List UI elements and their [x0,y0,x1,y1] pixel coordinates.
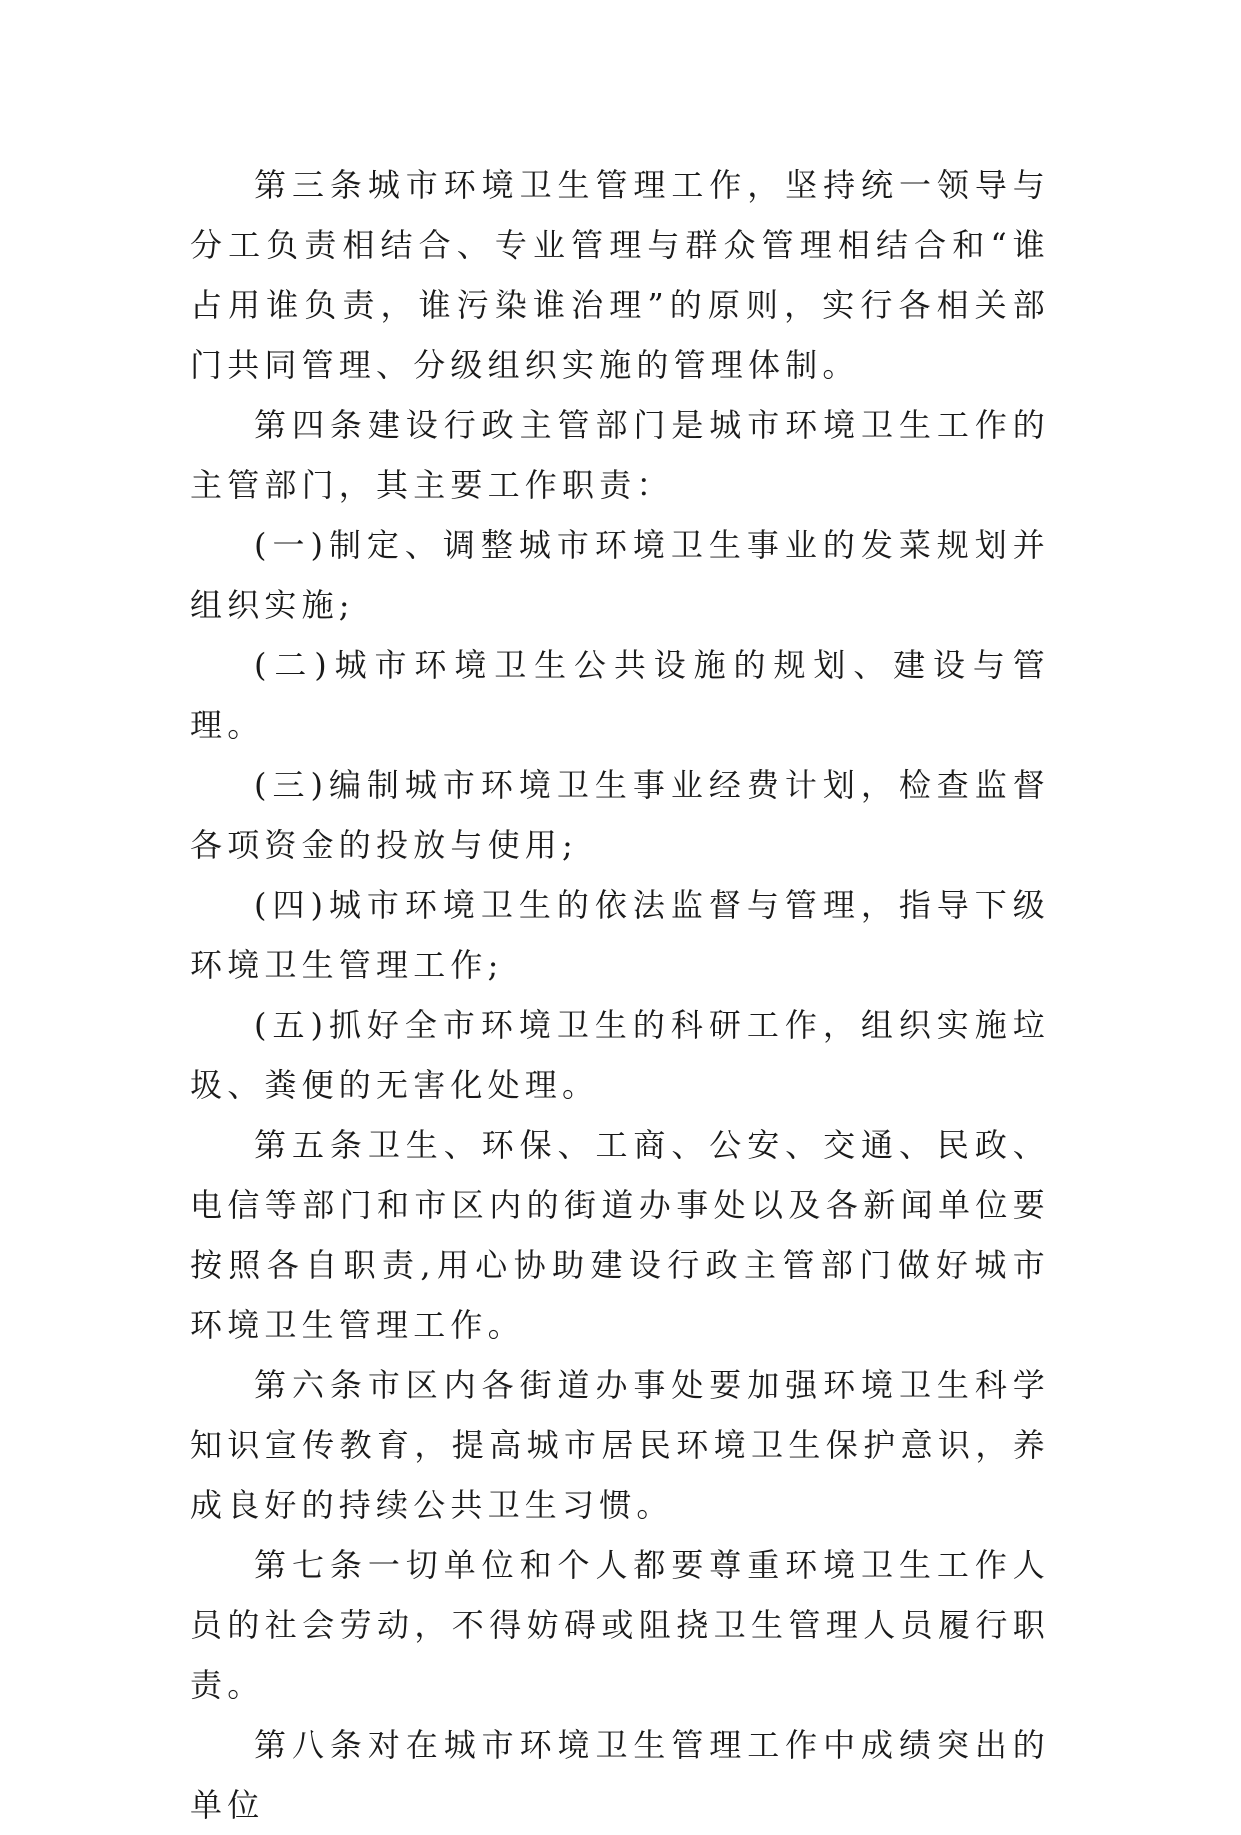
article-6-paragraph: 第六条市区内各街道办事处要加强环境卫生科学知识宣传教育，提高城市居民环境卫生保护意识，养成良好的持续公共卫生习惯。 [190,1366,1050,1524]
article-3-paragraph: 第三条城市环境卫生管理工作，坚持统一领导与分工负责相结合、专业管理与群众管理相结合和“谁占用谁负责，谁污染谁治理”的原则，实行各相关部门共同管理、分级组织实施的管理体制。 [190,166,1050,384]
duty-item-4: (四)城市环境卫生的依法监督与管理，指导下级环境卫生管理工作; [190,886,1050,984]
article-7-paragraph: 第七条一切单位和个人都要尊重环境卫生工作人员的社会劳动，不得妨碍或阻挠卫生管理人员履行职责。 [190,1546,1050,1704]
duty-item-5: (五)抓好全市环境卫生的科研工作，组织实施垃圾、粪便的无害化处理。 [190,1006,1050,1104]
article-8-paragraph: 第八条对在城市环境卫生管理工作中成绩突出的单位 [190,1726,1050,1824]
duty-item-2: (二)城市环境卫生公共设施的规划、建设与管理。 [190,646,1050,744]
article-5-paragraph: 第五条卫生、环保、工商、公安、交通、民政、电信等部门和市区内的街道办事处以及各新闻单位要按照各自职责,用心协助建设行政主管部门做好城市环境卫生管理工作。 [190,1126,1050,1344]
article-4-paragraph: 第四条建设行政主管部门是城市环境卫生工作的主管部门，其主要工作职责： [190,406,1050,504]
document-body [190,155,1050,1835]
duty-item-3: (三)编制城市环境卫生事业经费计划，检查监督各项资金的投放与使用; [190,766,1050,864]
duty-item-1: (一)制定、调整城市环境卫生事业的发菜规划并组织实施; [190,526,1050,624]
